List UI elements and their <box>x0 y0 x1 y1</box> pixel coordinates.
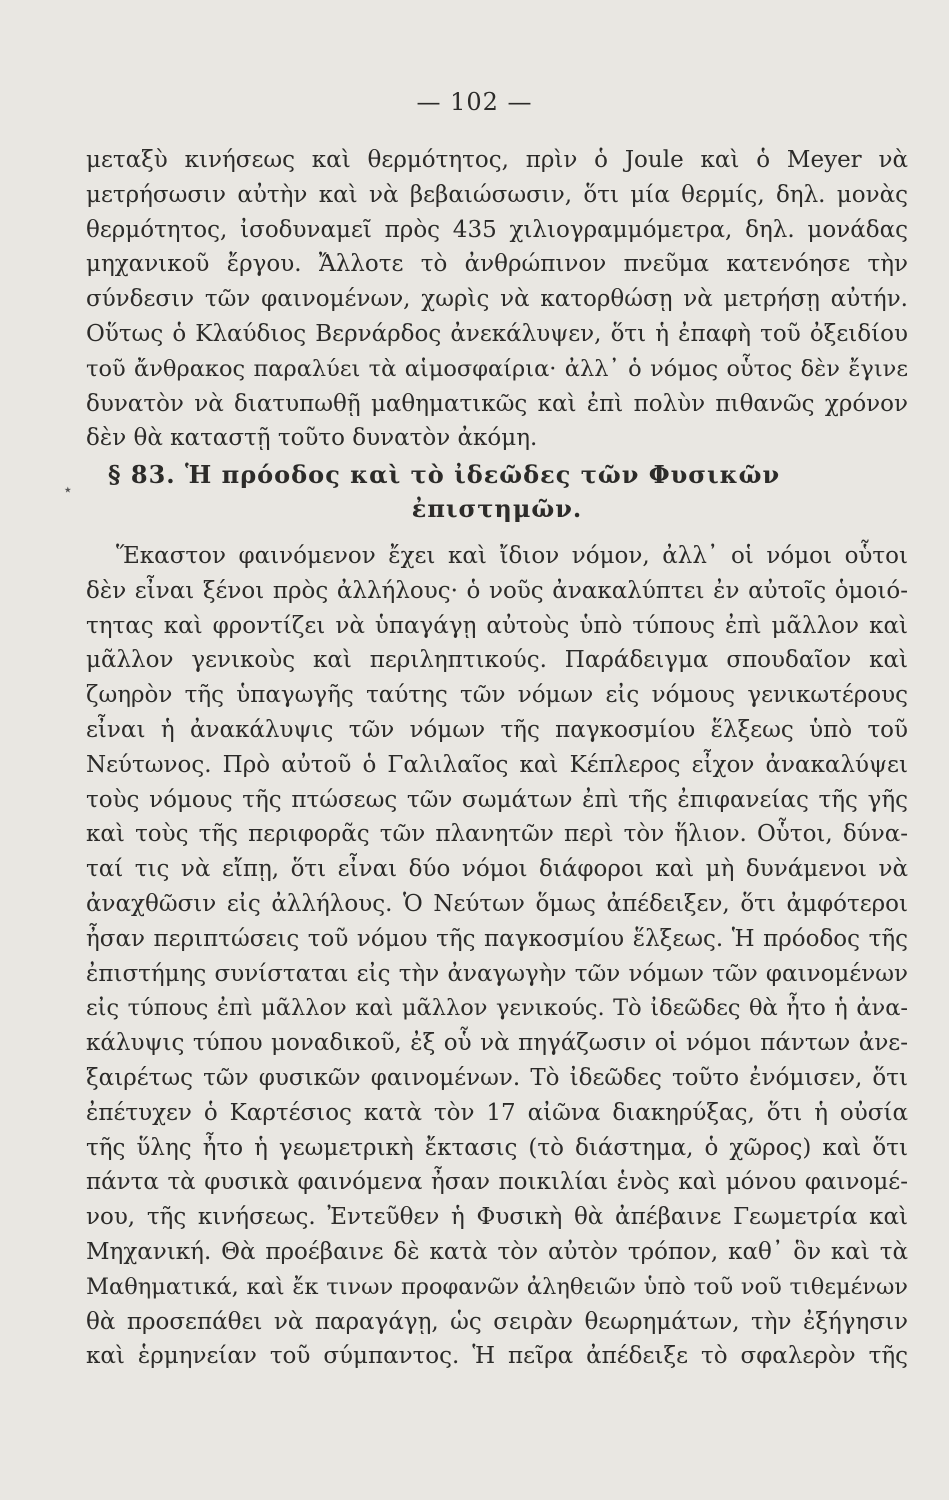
text-line: καὶ ἑρμηνείαν τοῦ σύμπαντος. Ἡ πεῖρα ἀπέδειξε τὸ σφαλερὸν τῆς <box>86 1343 908 1370</box>
section-heading <box>86 458 908 526</box>
text-line: μᾶλλον γενικοὺς καὶ περιληπτικούς. Παράδειγμα σπουδαῖον καὶ <box>86 647 908 674</box>
text-line: νου, τῆς κινήσεως. Ἐντεῦθεν ἡ Φυσικὴ θὰ ἀπέβαινε Γεωμετρία καὶ <box>86 1204 908 1231</box>
text-line: δὲν εἶναι ξένοι πρὸς ἀλλήλους· ὁ νοῦς ἀνακαλύπτει ἐν αὐτοῖς ὁμοιό- <box>86 577 908 604</box>
text-line: δὲν θὰ καταστῇ τοῦτο δυνατὸν ἀκόμη. <box>86 425 538 452</box>
text-line: ταί τις νὰ εἴπῃ, ὅτι εἶναι δύο νόμοι διάφοροι καὶ μὴ δυνάμενοι νὰ <box>86 856 908 883</box>
text-line: πάντα τὰ φυσικὰ φαινόμενα ἦσαν ποικιλίαι ἑνὸς καὶ μόνου φαινομέ- <box>86 1169 908 1196</box>
section-heading-line-1: § 83. Ἡ πρόοδος καὶ τὸ ἰδεῶδες τῶν Φυσικῶν <box>108 460 781 489</box>
text-line: μηχανικοῦ ἔργου. Ἄλλοτε τὸ ἀνθρώπινον πνεῦμα κατενόησε τὴν <box>86 251 908 278</box>
text-line: Μηχανική. Θὰ προέβαινε δὲ κατὰ τὸν αὐτὸν τρόπον, καθ᾽ ὃν καὶ τὰ <box>86 1238 908 1265</box>
text-line: Νεύτωνος. Πρὸ αὐτοῦ ὁ Γαλιλαῖος καὶ Κέπλερος εἶχον ἀνακαλύψει <box>86 751 908 778</box>
text-line: σύνδεσιν τῶν φαινομένων, χωρὶς νὰ κατορθώσῃ νὰ μετρήσῃ αὐτήν. <box>86 286 908 313</box>
text-line: ἐπέτυχεν ὁ Καρτέσιος κατὰ τὸν 17 αἰῶνα διακηρύξας, ὅτι ἡ οὐσία <box>86 1099 908 1126</box>
text-line: θὰ προσεπάθει νὰ παραγάγῃ, ὡς σειρὰν θεωρημάτων, τὴν ἐξήγησιν <box>86 1308 908 1335</box>
text-line: ἐπιστήμης συνίσταται εἰς τὴν ἀναγωγὴν τῶν νόμων τῶν φαινομένων <box>86 960 908 987</box>
paragraph-1 <box>86 143 908 456</box>
text-line: ἀναχθῶσιν εἰς ἀλλήλους. Ὁ Νεύτων ὅμως ἀπέδειξεν, ὅτι ἀμφότεροι <box>86 890 908 917</box>
text-line: κάλυψις τύπου μοναδικοῦ, ἐξ οὗ νὰ πηγάζωσιν οἱ νόμοι πάντων ἀνε- <box>86 1030 908 1057</box>
page-number: — 102 — <box>416 88 533 116</box>
text-line: εἶναι ἡ ἀνακάλυψις τῶν νόμων τῆς παγκοσμίου ἕλξεως ὑπὸ τοῦ <box>86 716 908 743</box>
text-line: ζωηρὸν τῆς ὑπαγωγῆς ταύτης τῶν νόμων εἰς νόμους γενικωτέρους <box>86 682 908 709</box>
text-line: τοῦ ἄνθρακος παραλύει τὰ αἱμοσφαίρια· ἀλλ᾽ ὁ νόμος οὗτος δὲν ἔγινε <box>86 355 908 382</box>
stray-print-mark: ٭ <box>64 482 72 498</box>
text-line: ξαιρέτως τῶν φυσικῶν φαινομένων. Τὸ ἰδεῶδες τοῦτο ἐνόμισεν, ὅτι <box>86 1064 908 1091</box>
text-line: εἰς τύπους ἐπὶ μᾶλλον καὶ μᾶλλον γενικούς. Τὸ ἰδεῶδες θὰ ἦτο ἡ ἀνα- <box>86 995 908 1022</box>
text-line: Μαθηματικά, καὶ ἔκ τινων προφανῶν ἀληθειῶν ὑπὸ τοῦ νοῦ τιθεμένων <box>86 1273 908 1300</box>
text-line: καὶ τοὺς τῆς περιφορᾶς τῶν πλανητῶν περὶ τὸν ἥλιον. Οὗτοι, δύνα- <box>86 821 908 848</box>
text-line: τητας καὶ φροντίζει νὰ ὑπαγάγῃ αὐτοὺς ὑπὸ τύπους ἐπὶ μᾶλλον καὶ <box>86 612 908 639</box>
text-line: Οὕτως ὁ Κλαύδιος Βερνάρδος ἀνεκάλυψεν, ὅτι ἡ ἐπαφὴ τοῦ ὀξειδίου <box>86 320 908 347</box>
text-line: θερμότητος, ἰσοδυναμεῖ πρὸς 435 χιλιογραμμόμετρα, δηλ. μονάδας <box>86 216 908 243</box>
text-line: τοὺς νόμους τῆς πτώσεως τῶν σωμάτων ἐπὶ τῆς ἐπιφανείας τῆς γῆς <box>86 786 908 813</box>
text-line: Ἕκαστον φαινόμενον ἔχει καὶ ἴδιον νόμον, ἀλλ᾽ οἱ νόμοι οὗτοι <box>116 543 908 569</box>
text-line: μεταξὺ κινήσεως καὶ θερμότητος, πρὶν ὁ Joule καὶ ὁ Meyer νὰ <box>86 147 908 173</box>
paragraph-2 <box>86 539 908 1374</box>
text-line: μετρήσωσιν αὐτὴν καὶ νὰ βεβαιώσωσιν, ὅτι μία θερμίς, δηλ. μονὰς <box>86 181 908 208</box>
text-line: ἦσαν περιπτώσεις τοῦ νόμου τῆς παγκοσμίου ἕλξεως. Ἡ πρόοδος τῆς <box>86 925 908 952</box>
section-heading-line-2: ἐπιστημῶν. <box>411 494 583 523</box>
text-line: δυνατὸν νὰ διατυπωθῇ μαθηματικῶς καὶ ἐπὶ πολὺν πιθανῶς χρόνον <box>86 390 908 417</box>
text-line: τῆς ὕλης ἦτο ἡ γεωμετρικὴ ἔκτασις (τὸ διάστημα, ὁ χῶρος) καὶ ὅτι <box>86 1134 908 1161</box>
